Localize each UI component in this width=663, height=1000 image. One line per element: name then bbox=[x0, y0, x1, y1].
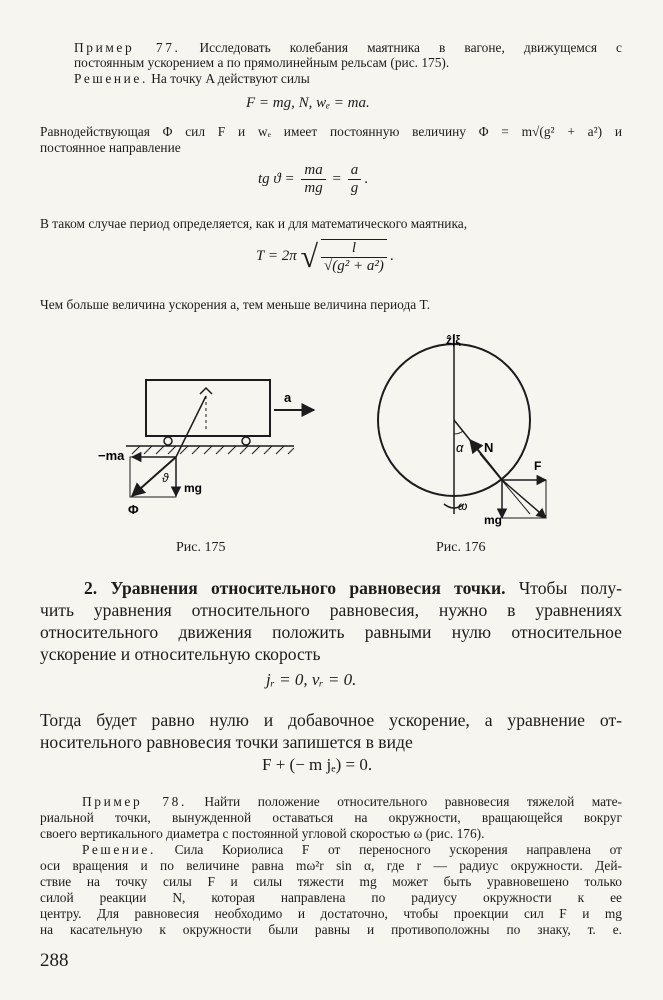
pivot-support bbox=[200, 388, 212, 394]
example78-line2: риальной точки, вынужденной оставаться на окружности, вращающейся вокруг bbox=[40, 810, 622, 825]
tan-lhs: tg ϑ = bbox=[258, 170, 295, 187]
example77-label: Пример 77. bbox=[74, 40, 181, 55]
section2-text: Чтобы полу- bbox=[518, 578, 622, 598]
label-mg: mg bbox=[484, 513, 502, 527]
label-omega: ω bbox=[458, 499, 468, 513]
fraction-ma-mg bbox=[301, 162, 325, 197]
label-F: F bbox=[534, 459, 542, 473]
section2-heading: 2. Уравнения относительного равновесия точки. bbox=[84, 578, 506, 598]
label-theta: ϑ bbox=[162, 471, 169, 485]
period-text: В таком случае период определяется, как и для математического маятника, bbox=[40, 216, 468, 231]
period-fraction bbox=[321, 239, 387, 275]
example78-line3: своего вертикального диаметра с постоянной угловой скоростью ω (рис. 176). bbox=[40, 826, 485, 841]
label-axis: ẑ|ξ bbox=[446, 333, 461, 347]
frac-den: mg bbox=[304, 180, 323, 196]
wagon-body bbox=[146, 380, 270, 436]
figure-176 bbox=[370, 328, 580, 528]
pendulum-rod bbox=[176, 396, 206, 457]
figure-175 bbox=[96, 372, 326, 522]
frac-num: ma bbox=[301, 162, 325, 180]
caption-176: Рис. 176 bbox=[436, 540, 486, 555]
angle-arc bbox=[454, 431, 463, 434]
resultant-line1: Равнодействующая Φ сил F и wₑ имеет постоянную величину Φ = m√(g² + a²) и bbox=[40, 124, 622, 139]
page-number: 288 bbox=[40, 950, 69, 971]
example78-s4: силой реакции N, которая направлена по радиусу окружности к ее bbox=[40, 890, 622, 905]
frac-num: l bbox=[321, 240, 387, 258]
label-mg: mg bbox=[184, 481, 202, 495]
section2-line6: носительного равновесия точки запишется в виде bbox=[40, 732, 413, 752]
fraction-a-g bbox=[348, 162, 362, 197]
solution-text: На точку A действуют силы bbox=[151, 71, 310, 86]
solution-label: Решение. bbox=[82, 842, 156, 857]
section2-line3: относительного движения положить равными нулю относительное bbox=[40, 622, 622, 642]
equation-forces: F = mg, N, wₑ = ma. bbox=[246, 95, 370, 111]
resultant-line2: постоянное направление bbox=[40, 140, 181, 155]
equation-equilibrium: F + (− m jₑ) = 0. bbox=[262, 755, 373, 774]
resultant-arrow bbox=[502, 480, 546, 518]
example77-line1 bbox=[74, 40, 622, 56]
equation-period: T = 2π √ $\frac{l}{\text{√(g² + a²)}}$ . bbox=[256, 238, 394, 274]
label-alpha: α bbox=[456, 440, 464, 455]
example77-line2: постоянным ускорением a по прямолинейным рельсам (рис. 175). bbox=[74, 55, 450, 70]
section2-line2: чить уравнения относительного равновесия, нужно в уравнениях bbox=[40, 600, 622, 620]
period-lhs: T = 2π bbox=[256, 247, 297, 264]
caption-175: Рис. 175 bbox=[176, 540, 226, 555]
example78-line1 bbox=[82, 794, 622, 810]
rail-hatching bbox=[132, 446, 294, 454]
example77-solution bbox=[74, 71, 622, 87]
label-phi: Φ bbox=[128, 502, 139, 517]
example78-label: Пример 78. bbox=[82, 794, 187, 809]
solution-label: Решение. bbox=[74, 71, 148, 86]
frac-num: a bbox=[348, 162, 362, 180]
section2-line4: ускорение и относительную скорость bbox=[40, 644, 321, 664]
tangent-line bbox=[480, 454, 530, 514]
wheel bbox=[164, 437, 172, 445]
example78-text1: Найти положение относительного равновесия тяжелой мате- bbox=[204, 794, 623, 809]
label-a: a bbox=[284, 390, 292, 405]
example78-s3: ствие на точку силы F и силы тяжести mg может быть уравновешено только bbox=[40, 874, 622, 889]
equation-tangent: tg ϑ = $\frac{ma}{mg}$ = $\frac{a}{g}$ . bbox=[258, 162, 368, 196]
example78-s2: оси вращения и по величине равна mω²r sin α, где r — радиус окружности. Дей- bbox=[40, 858, 622, 873]
conclusion: Чем больше величина ускорения a, тем меньше величина периода T. bbox=[40, 297, 431, 312]
resultant-arrow bbox=[132, 457, 176, 496]
section2-line5: Тогда будет равно нулю и добавочное ускорение, а уравнение от- bbox=[40, 710, 622, 730]
wheel bbox=[242, 437, 250, 445]
example78-solution bbox=[82, 842, 622, 858]
solution-text: Сила Кориолиса F от переносного ускорения направлена от bbox=[174, 842, 622, 857]
frac-den: g bbox=[350, 180, 359, 196]
section2-line1 bbox=[84, 578, 622, 599]
label-ma: −ma bbox=[98, 448, 125, 463]
label-N: N bbox=[484, 440, 494, 455]
equation-relative-zero: jᵣ = 0, vᵣ = 0. bbox=[266, 670, 357, 689]
example78-s5: центру. Для равновесия необходимо и достаточно, чтобы проекции сил F и mg bbox=[40, 906, 622, 921]
example77-text1: Исследовать колебания маятника в вагоне, движущемся с bbox=[199, 40, 622, 55]
frac-den: √(g² + a²) bbox=[324, 257, 384, 274]
example78-s6: на касательную к окружности были равны и противоположны по знаку, т. е. bbox=[40, 922, 622, 937]
